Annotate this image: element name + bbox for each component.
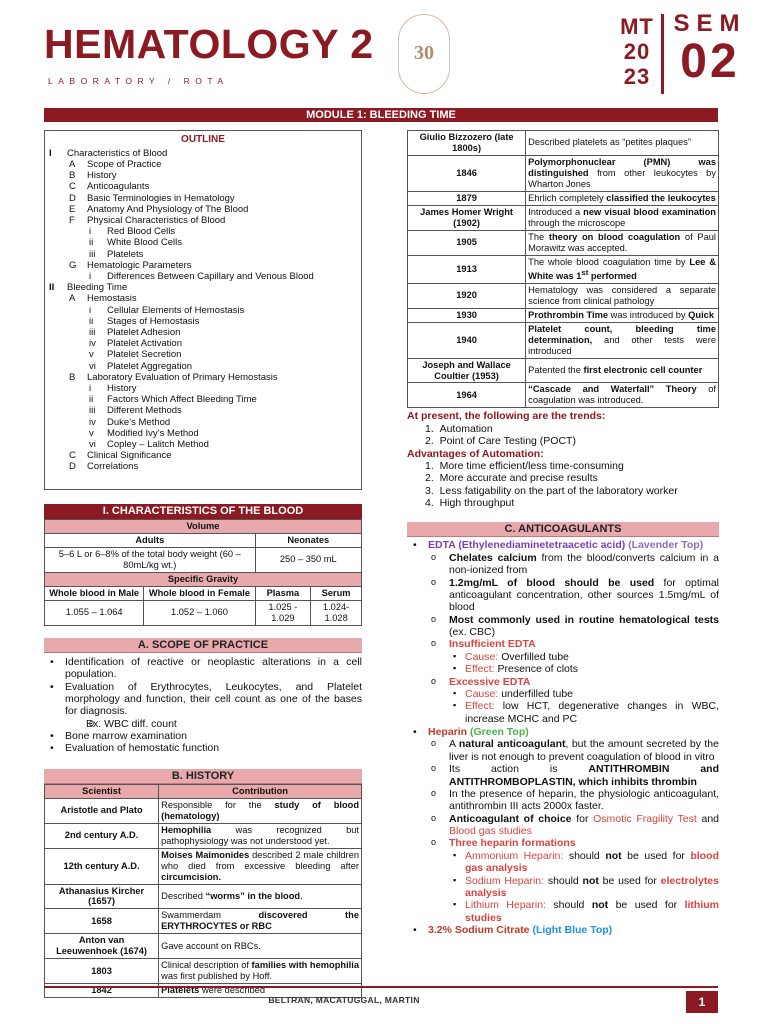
outline-item: A Scope of Practice — [69, 159, 162, 170]
sg-col-header: Whole blood in Female — [144, 586, 255, 600]
outline-item: vi Copley – Lalitch Method — [89, 439, 209, 451]
history-row — [408, 131, 719, 156]
scope-sub-item: o Ex. WBC diff. count — [65, 718, 362, 730]
history-contribution: Hemophilia was recognized but pathophysiology was not understood yet. — [159, 823, 362, 848]
mt-line: 23 — [623, 64, 651, 89]
outline-item: ii Stages of Hemostasis — [89, 315, 200, 327]
footer-authors: BELTRAN, MACATUGGAL, MARTIN — [268, 995, 420, 1005]
history-col-header: Contribution — [159, 784, 362, 798]
history-row — [408, 205, 719, 230]
mt-line: MT — [620, 14, 654, 39]
history-scientist: Anton van Leeuwenhoek (1674) — [45, 934, 159, 959]
history-scientist: 1905 — [408, 230, 526, 255]
sg-value: 1.052 – 1.060 — [144, 600, 255, 625]
outline-item: D Correlations — [69, 461, 139, 473]
advantages-heading: Advantages of Automation: — [407, 447, 544, 460]
mt-year-block — [617, 14, 657, 89]
outline-item: ii Factors Which Affect Bleeding Time — [89, 394, 257, 406]
citrate-item: • 3.2% Sodium Citrate (Light Blue Top) — [407, 924, 719, 936]
outline-item: iv Platelet Activation — [89, 338, 182, 350]
outline-item: iii Platelets — [89, 248, 144, 260]
outline-item: II Bleeding Time — [49, 282, 128, 294]
history-scientist: 1940 — [408, 322, 526, 358]
page-subtitle: LABORATORY / ROTA — [48, 76, 229, 86]
adults-volume: 5–6 L or 6–8% of the total body weight (60 – 80mL/kg wt.) — [45, 547, 256, 572]
history-contribution: Gave account on RBCs. — [159, 934, 362, 959]
outline-item: ii White Blood Cells — [89, 237, 182, 249]
history-table — [44, 784, 362, 998]
advantage-item: 3. Less fatigability on the part of the laboratory worker — [425, 484, 678, 497]
scope-item: • Bone marrow examination — [44, 730, 362, 742]
outline-item: D Basic Terminologies in Hematology — [69, 192, 235, 204]
history-contribution: Platelets were described — [159, 984, 362, 998]
trend-item: 1. Automation — [425, 422, 493, 435]
volume-header: Volume — [45, 520, 362, 534]
advantages-list — [407, 460, 719, 510]
history-contribution: Described “worms” in the blood. — [159, 884, 362, 909]
sg-header: Specific Gravity — [45, 572, 362, 586]
page-number: 1 — [686, 991, 718, 1013]
history-contribution: Patented the first electronic cell counter — [526, 358, 719, 383]
header-divider — [661, 14, 664, 94]
history-scientist: Giulio Bizzozero (late 1800s) — [408, 131, 526, 156]
history-row — [45, 823, 362, 848]
mt-line: 20 — [623, 39, 651, 64]
trends-list — [407, 423, 719, 448]
advantage-item: 4. High throughput — [425, 497, 515, 510]
advantage-item: 2. More accurate and precise results — [425, 472, 598, 485]
anniversary-logo — [398, 14, 450, 94]
history-contribution: Platelet count, bleeding time determination, and other tests were introduced — [526, 322, 719, 358]
outline-item: iv Duke’s Method — [89, 416, 171, 428]
history-col-header: Scientist — [45, 784, 159, 798]
scope-item: • Evaluation of hemostatic function — [44, 742, 362, 754]
history-contribution: Introduced a new visual blood examination through the microscope — [526, 205, 719, 230]
right-column — [407, 130, 719, 936]
scope-item: • Identification of reactive or neoplastic alterations in a cell population. — [44, 656, 362, 681]
history-row — [408, 308, 719, 322]
scope-item — [44, 681, 362, 731]
outline-item: C Clinical Significance — [69, 450, 172, 462]
history-contribution: Hematology was considered a separate science from clinical pathology — [526, 283, 719, 308]
outline-item: C Anticoagulants — [69, 181, 150, 193]
history-row — [408, 383, 719, 408]
history-contribution: Moises Maimonides described 2 male children who died from excessive bleeding after circumcision. — [159, 848, 362, 884]
history-contribution: Ehrlich completely classified the leukocytes — [526, 191, 719, 205]
history-row — [408, 155, 719, 191]
history-scientist: 1920 — [408, 283, 526, 308]
outline-item: iii Different Methods — [89, 405, 182, 417]
sg-value: 1.024-1.028 — [311, 600, 362, 625]
history-contribution: “Cascade and Waterfall” Theory of coagulation was introduced. — [526, 383, 719, 408]
history-title: B. HISTORY — [44, 769, 362, 784]
outline-item: i Red Blood Cells — [89, 226, 176, 238]
history-scientist: 1842 — [45, 984, 159, 998]
anticoagulants-content — [407, 539, 719, 936]
history-contribution: Clinical description of families with hemophilia was first published by Hoff. — [159, 959, 362, 984]
outline-item: i Differences Between Capillary and Venous Blood — [89, 271, 314, 283]
sem-number: 02 — [680, 35, 740, 88]
outline-heading: OUTLINE — [181, 134, 225, 145]
outline-box — [44, 130, 362, 490]
history-contribution: The whole blood coagulation time by Lee & White was 1st performed — [526, 255, 719, 283]
history-row — [408, 358, 719, 383]
characteristics-table — [44, 519, 362, 626]
history-scientist: 1658 — [45, 909, 159, 934]
history-scientist: 1803 — [45, 959, 159, 984]
history-scientist: 1846 — [408, 155, 526, 191]
edta-item: • EDTA (Ethylenediaminetetraacetic acid) (Lavender Top) o Chelates calcium from the blood/converts calcium in a non-ionized from o 1.2mg/mL of blood should be used for optimal anticoagulant concentration, other sources 1.5mg/mL of blood o Most commonly used in routine hematological tests (ex. CBC) o Insufficient EDTA ▪ Cause: Overfilled tube ▪ Effect: Presence of clots o Excessive EDTA ▪ Cause: underfilled tube ▪ Effect: low HCT, degenerative changes in WBC, increase MCHC and PC — [407, 539, 719, 725]
history-row — [45, 884, 362, 909]
history-scientist: Joseph and Wallace Coultier (1953) — [408, 358, 526, 383]
history-row — [45, 848, 362, 884]
outline-item: A Hemostasis — [69, 293, 137, 305]
outline-item: v Platelet Secretion — [89, 349, 182, 361]
outline-list — [49, 148, 357, 473]
trends-heading: At present, the following are the trends: — [407, 410, 606, 423]
history-scientist: 2nd century A.D. — [45, 823, 159, 848]
history-scientist: Athanasius Kircher (1657) — [45, 884, 159, 909]
left-column — [44, 130, 362, 998]
history-row — [408, 255, 719, 283]
history-scientist: 1964 — [408, 383, 526, 408]
outline-item: F Physical Characteristics of Blood — [69, 215, 226, 227]
trend-item: 2. Point of Care Testing (POCT) — [425, 435, 576, 448]
outline-item: i History — [89, 383, 137, 395]
page-title: HEMATOLOGY 2 — [44, 21, 374, 67]
history-scientist: 1913 — [408, 255, 526, 283]
adults-header: Adults — [45, 533, 256, 547]
outline-item: iii Platelet Adhesion — [89, 327, 181, 339]
history-table-continued — [407, 130, 719, 408]
history-row — [45, 798, 362, 823]
history-row — [45, 909, 362, 934]
outline-item: B Laboratory Evaluation of Primary Hemostasis — [69, 371, 278, 383]
history-row — [408, 191, 719, 205]
outline-item: I Characteristics of Blood — [49, 147, 168, 159]
module-title: MODULE 1: BLEEDING TIME — [44, 108, 718, 122]
sg-col-header: Whole blood in Male — [45, 586, 144, 600]
history-scientist: James Homer Wright (1902) — [408, 205, 526, 230]
outline-item: E Anatomy And Physiology of The Blood — [69, 203, 249, 215]
history-contribution: Described platelets as “petites plaques” — [526, 131, 719, 156]
history-scientist: 12th century A.D. — [45, 848, 159, 884]
neonates-header: Neonates — [255, 533, 361, 547]
outline-item: B History — [69, 170, 117, 182]
advantage-item: 1. More time efficient/less time-consuming — [425, 459, 624, 472]
history-contribution: Responsible for the study of blood (hematology) — [159, 798, 362, 823]
history-contribution: Prothrombin Time was introduced by Quick — [526, 308, 719, 322]
page-footer — [44, 986, 718, 1014]
sg-value: 1.055 – 1.064 — [45, 600, 144, 625]
history-row — [408, 283, 719, 308]
history-scientist: Aristotle and Plato — [45, 798, 159, 823]
history-contribution: Swammerdam discovered the ERYTHROCYTES or RBC — [159, 909, 362, 934]
anticoagulants-title: C. ANTICOAGULANTS — [407, 522, 719, 537]
sg-value: 1.025 - 1.029 — [255, 600, 311, 625]
outline-item: v Modified Ivy’s Method — [89, 427, 199, 439]
outline-item: i Cellular Elements of Hemostasis — [89, 304, 245, 316]
history-row — [45, 959, 362, 984]
outline-item: G Hematologic Parameters — [69, 259, 192, 271]
history-scientist: 1930 — [408, 308, 526, 322]
history-row — [408, 230, 719, 255]
sg-col-header: Plasma — [255, 586, 311, 600]
scope-title: A. SCOPE OF PRACTICE — [44, 638, 362, 653]
history-contribution: The theory on blood coagulation of Paul Morawitz was accepted. — [526, 230, 719, 255]
sg-col-header: Serum — [311, 586, 362, 600]
characteristics-title: I. CHARACTERISTICS OF THE BLOOD — [44, 504, 362, 519]
outline-item: vi Platelet Aggregation — [89, 360, 193, 372]
history-scientist: 1879 — [408, 191, 526, 205]
scope-item-text: Evaluation of Erythrocytes, Leukocytes, and Platelet morphology and function, their cell count as one of the bases for diagnosis. — [65, 680, 362, 718]
page-header — [0, 0, 768, 102]
scope-list — [44, 656, 362, 755]
history-row — [408, 322, 719, 358]
logo-number: 30 — [414, 42, 434, 65]
neonates-volume: 250 – 350 mL — [255, 547, 361, 572]
heparin-item: • Heparin (Green Top) o A natural anticoagulant, but the amount secreted by the liver is not enough to prevent coagulation of blood in vitro o Its action is ANTITHROMBIN and ANTITHROMBOPLASTIN, which inhibits thrombin o In the presence of heparin, the physiologic anticoagulant, antithrombin III acts 2000x faster. o Anticoagulant of choice for Osmotic Fragility Test and Blood gas studies o Three heparin formations ▪ Ammonium Heparin: should not be used for blood gas analysis ▪ Sodium Heparin: should not be used for electrolytes analysis ▪ Lithium Heparin: should not be used for lithium studies — [407, 726, 719, 924]
sem-label: SEM — [673, 10, 747, 37]
history-contribution: Polymorphonuclear (PMN) was distinguished from other leukocytes by Wharton Jones — [526, 155, 719, 191]
history-row — [45, 934, 362, 959]
